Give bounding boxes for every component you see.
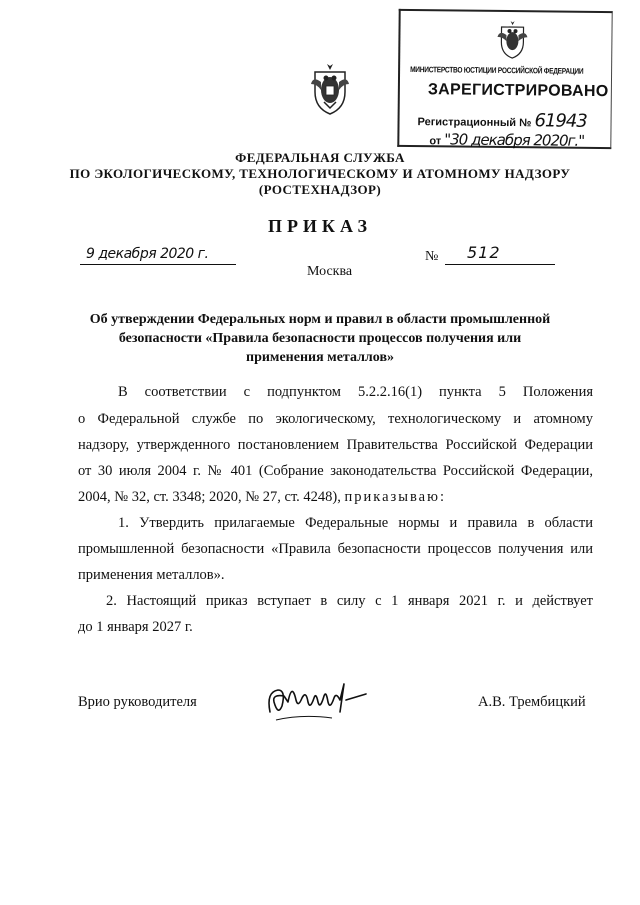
stamp-reg-date: "30 декабря 2020г.": [444, 130, 585, 150]
number-sign: №: [425, 249, 439, 264]
body-paragraph3-line1: 2. Настоящий приказ вступает в силу с 1 января 2021 г. и действует: [106, 593, 593, 609]
stamp-date-line: [429, 130, 584, 150]
body-paragraph1-line5-text: 2004, № 32, ст. 3348; 2020, № 27, ст. 4248),: [78, 489, 341, 505]
stamp-reg-number-line: [417, 109, 586, 132]
stamp-emblem-icon: [494, 20, 530, 60]
stamp-registered: ЗАРЕГИСТРИРОВАНО: [427, 81, 609, 101]
body-paragraph2-line2: промышленной безопасности «Правила безопасности процессов получения или: [78, 541, 593, 557]
order-title-line3: применения металлов»: [246, 350, 394, 365]
stamp-date-prefix: от: [429, 135, 442, 148]
stamp-reg-label: Регистрационный №: [417, 116, 532, 130]
stamp-reg-number: 61943: [534, 110, 587, 132]
body-paragraph1-line2: о Федеральной службе по экологическому, технологическому и атомному: [78, 411, 593, 427]
agency-name-line2: ПО ЭКОЛОГИЧЕСКОМУ, ТЕХНОЛОГИЧЕСКОМУ И АТОМНОМУ НАДЗОРУ: [69, 166, 571, 181]
body-paragraph1-line1: В соответствии с подпунктом 5.2.2.16(1) пункта 5 Положения: [118, 384, 593, 400]
body-paragraph2-line3: применения металлов».: [78, 567, 225, 583]
body-paragraph1-line3: надзору, утвержденного постановлением Правительства Российской Федерации: [78, 437, 593, 453]
handwritten-signature-icon: [262, 672, 382, 732]
body-paragraph3-line2: до 1 января 2027 г.: [78, 619, 193, 635]
coat-of-arms-icon: [307, 62, 353, 116]
order-title-line2: безопасности «Правила безопасности процессов получения или: [118, 331, 522, 346]
document-type: ПРИКАЗ: [267, 216, 373, 236]
registration-stamp: [397, 9, 612, 149]
order-date: 9 декабря 2020 г.: [86, 246, 209, 262]
date-underline: [80, 264, 236, 265]
order-title-line1: Об утверждении Федеральных норм и правил в области промышленной: [89, 312, 551, 327]
agency-abbreviation: (РОСТЕХНАДЗОР): [258, 182, 382, 197]
command-word: приказываю:: [344, 489, 446, 505]
body-paragraph1-line4: от 30 июля 2004 г. № 401 (Собрание законодательства Российской Федерации,: [78, 463, 593, 479]
order-city: Москва: [307, 264, 353, 279]
body-paragraph1-line5: [78, 487, 593, 507]
body-paragraph2-line1: 1. Утвердить прилагаемые Федеральные нормы и правила в области: [118, 515, 593, 531]
number-underline: [445, 264, 555, 265]
stamp-ministry: МИНИСТЕРСТВО ЮСТИЦИИ РОССИЙСКОЙ ФЕДЕРАЦИИ: [410, 65, 584, 76]
signatory-position: Врио руководителя: [78, 694, 197, 710]
order-number: 512: [467, 243, 501, 262]
signatory-name: А.В. Трембицкий: [478, 694, 586, 710]
agency-name-line1: ФЕДЕРАЛЬНАЯ СЛУЖБА: [235, 150, 405, 165]
